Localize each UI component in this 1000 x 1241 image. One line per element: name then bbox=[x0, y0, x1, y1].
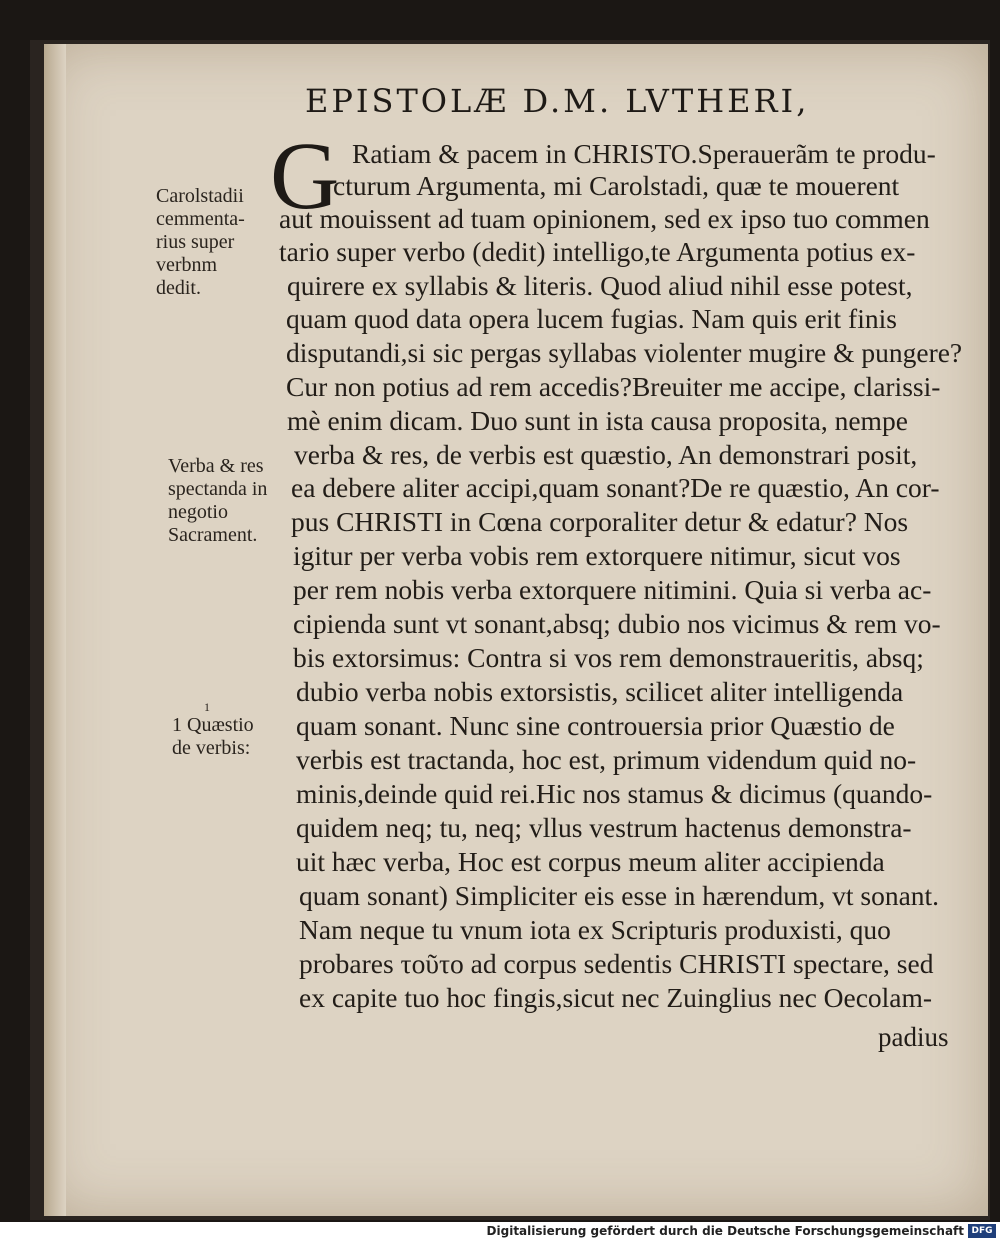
text-line: Cur non potius ad rem accedis?Breuiter me accipe, clarissi- bbox=[286, 371, 941, 402]
marginal-note-1 bbox=[156, 185, 245, 300]
text-line: cturum Argumenta, mi Carolstadi, quæ te mouerent bbox=[333, 170, 900, 201]
text-line: mè enim dicam. Duo sunt in ista causa proposita, nempe bbox=[287, 405, 908, 436]
text-line: minis,deinde quid rei.Hic nos stamus & dicimus (quando- bbox=[296, 778, 933, 809]
text-line: quirere ex syllabis & literis. Quod aliud nihil esse potest, bbox=[287, 270, 913, 301]
drop-initial: G bbox=[270, 122, 340, 229]
marginal-line: dedit. bbox=[156, 277, 201, 299]
text-line: disputandi,si sic pergas syllabas violenter mugire & pungere? bbox=[286, 337, 963, 368]
text-line: bis extorsimus: Contra si vos rem demonstraueritis, absq; bbox=[293, 642, 924, 673]
text-line: ex capite tuo hoc fingis,sicut nec Zuinglius nec Oecolam- bbox=[299, 982, 933, 1013]
text-line: tario super verbo (dedit) intelligo,te Argumenta potius ex- bbox=[279, 236, 916, 267]
page-gutter-edge bbox=[44, 44, 66, 1216]
text-line: igitur per verba vobis rem extorquere nitimur, sicut vos bbox=[293, 540, 901, 571]
text-line: verbis est tractanda, hoc est, primum videndum quid no- bbox=[296, 744, 917, 775]
marginal-line: Sacrament. bbox=[168, 524, 258, 546]
text-line: aut mouissent ad tuam opinionem, sed ex ipso tuo commen bbox=[279, 203, 930, 234]
marginal-note-3 bbox=[172, 700, 254, 760]
marginal-line: negotio bbox=[168, 501, 228, 523]
marginal-note-2 bbox=[168, 455, 267, 547]
footer-bar bbox=[0, 1222, 1000, 1241]
text-line: ea debere aliter accipi,quam sonant?De re quæstio, An cor- bbox=[291, 472, 940, 503]
text-line: verba & res, de verbis est quæstio, An demonstrari posit, bbox=[294, 439, 918, 470]
marginal-line: verbnm bbox=[156, 254, 218, 276]
marginal-line: Carolstadii bbox=[156, 185, 244, 207]
dfg-logo-icon: DFG bbox=[968, 1224, 996, 1238]
text-line: pus CHRISTI in Cœna corporaliter detur & edatur? Nos bbox=[291, 506, 909, 537]
marginal-line: Verba & res bbox=[168, 455, 264, 477]
marginal-line: cemmenta- bbox=[156, 208, 245, 230]
text-line: quam quod data opera lucem fugias. Nam quis erit finis bbox=[286, 303, 897, 334]
text-line: quam sonant. Nunc sine controuersia prior Quæstio de bbox=[296, 710, 895, 741]
marginal-line: de verbis: bbox=[172, 737, 251, 759]
running-head: EPISTOLÆ D.M. LVTHERI, bbox=[305, 82, 810, 120]
text-line: dubio verba nobis extorsistis, scilicet aliter intelligenda bbox=[296, 676, 904, 707]
text-line: Nam neque tu vnum iota ex Scripturis produxisti, quo bbox=[299, 914, 891, 945]
marginal-line: 1 bbox=[204, 700, 210, 714]
text-line: Ratiam & pacem in CHRISTO.Sperauerãm te produ- bbox=[352, 138, 936, 169]
marginal-line: 1 Quæstio bbox=[172, 714, 254, 736]
text-line: uit hæc verba, Hoc est corpus meum aliter accipienda bbox=[296, 846, 885, 877]
text-line: quidem neq; tu, neq; vllus vestrum hactenus demonstra- bbox=[296, 812, 912, 843]
text-line: quam sonant) Simpliciter eis esse in hærendum, vt sonant. bbox=[299, 880, 940, 911]
funding-credit: Digitalisierung gefördert durch die Deutsche Forschungsgemeinschaft bbox=[486, 1224, 964, 1238]
marginal-line: rius super bbox=[156, 231, 235, 253]
text-line: probares τοῦτο ad corpus sedentis CHRISTI spectare, sed bbox=[299, 948, 934, 979]
marginal-line: spectanda in bbox=[168, 478, 268, 500]
text-line: per rem nobis verba extorquere nitimini. Quia si verba ac- bbox=[293, 574, 932, 605]
text-line: cipienda sunt vt sonant,absq; dubio nos vicimus & rem vo- bbox=[293, 608, 941, 639]
catchword: padius bbox=[878, 1022, 949, 1052]
